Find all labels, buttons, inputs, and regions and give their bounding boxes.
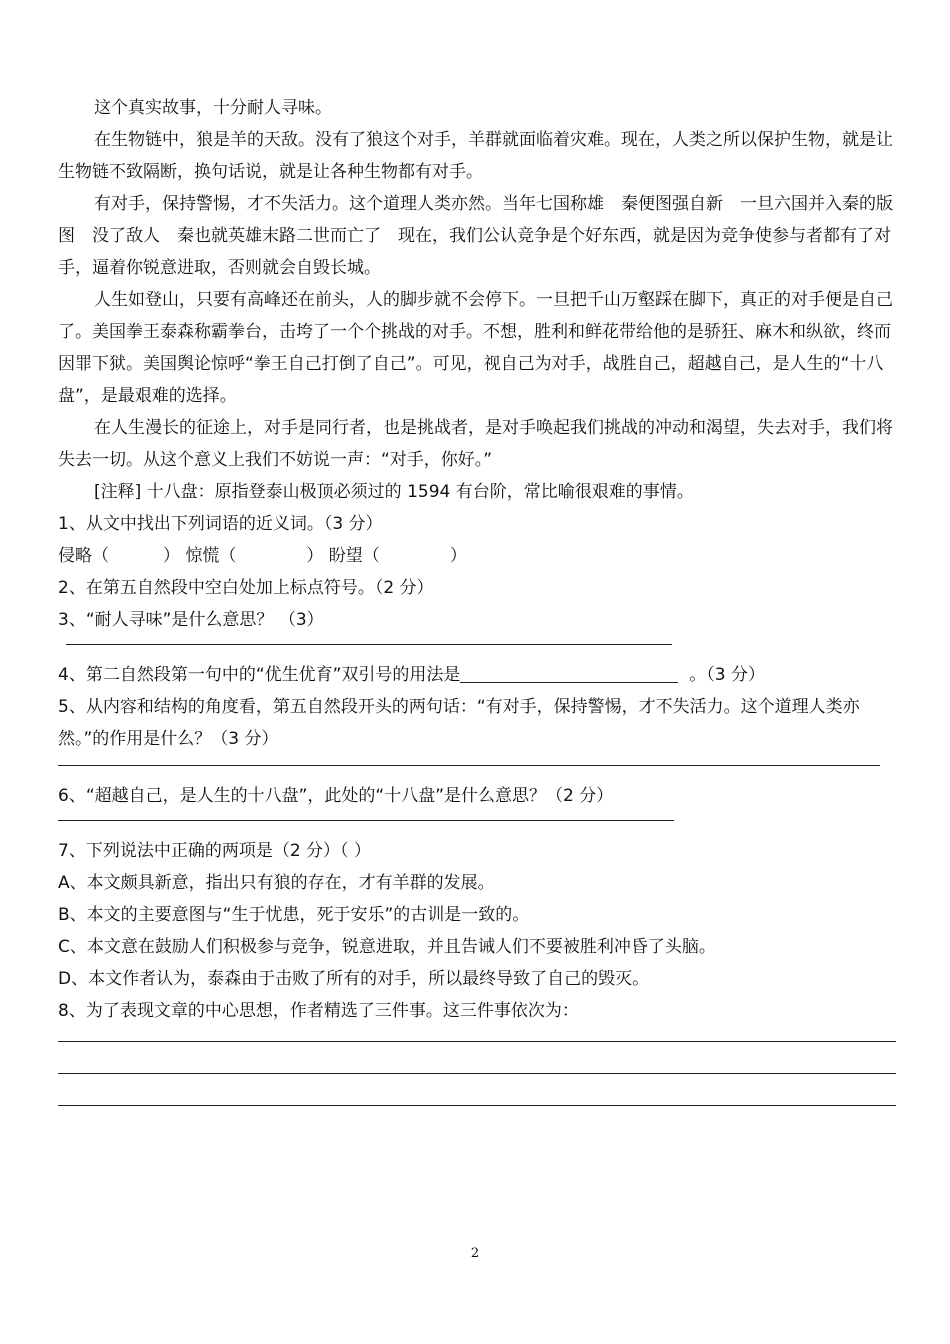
q1-close: ） <box>449 546 467 566</box>
q7-option-c[interactable]: C、本文意在鼓励人们积极参与竞争，锐意进取，并且告诫人们不要被胜利冲昏了头脑。 <box>58 937 716 957</box>
q8-answer-line-2[interactable] <box>58 1073 896 1074</box>
question-1: 1、从文中找出下列词语的近义词。（3 分） <box>58 514 383 534</box>
q6-answer-line[interactable] <box>58 820 674 821</box>
question-7: 7、下列说法中正确的两项是（2 分）（ ） <box>58 841 371 861</box>
passage-paragraph-5: 在人生漫长的征途上，对手是同行者，也是挑战者，是对手唤起我们挑战的冲动和渴望，失去对手，我们将失去一切。从这个意义上我们不妨说一声：“对手，你好。” <box>58 418 893 470</box>
q5-answer-line[interactable] <box>58 765 880 766</box>
q8-answer-line-1[interactable] <box>58 1041 896 1042</box>
q4-score: 。（3 分） <box>689 665 765 685</box>
question-4 <box>58 659 894 691</box>
passage-paragraph-2: 在生物链中，狼是羊的天敌。没有了狼这个对手，羊群就面临着灾难。现在，人类之所以保护生物，就是让生物链不致隔断，换句话说，就是让各种生物都有对手。 <box>58 130 893 182</box>
passage-paragraph-3: 有对手，保持警惕，才不失活力。这个道理人类亦然。当年七国称雄 秦便图强自新 一旦六国并入秦的版图 没了敌人 秦也就英雄末路二世而亡了 现在，我们公认竞争是个好东西，就是因为竞争使参与者都有了对手，逼着你锐意进取，否则就会自毁长城。 <box>58 194 893 278</box>
q1-word-2: ） 惊慌（ <box>163 546 237 566</box>
worksheet-page <box>58 92 894 1120</box>
q1-word-3: ） 盼望（ <box>306 546 380 566</box>
passage-paragraph-4: 人生如登山，只要有高峰还在前头，人的脚步就不会停下。一旦把千山万壑踩在脚下，真正的对手便是自己了。美国拳王泰森称霸拳台，击垮了一个个挑战的对手。不想，胜利和鲜花带给他的是骄狂、麻木和纵欲，终而因罪下狱。美国舆论惊呼“拳王自己打倒了自己”。可见，视自己为对手，战胜自己，超越自己，是人生的“十八盘”，是最艰难的选择。 <box>58 290 893 406</box>
page-number: 2 <box>470 1246 480 1261</box>
q1-word-1: 侵略（ <box>58 546 109 566</box>
question-1-words <box>58 540 894 572</box>
passage-paragraph-1: 这个真实故事，十分耐人寻味。 <box>94 98 332 118</box>
q7-option-b[interactable]: B、本文的主要意图与“生于忧患，死于安乐”的古训是一致的。 <box>58 905 530 925</box>
q7-option-d[interactable]: D、本文作者认为，泰森由于击败了所有的对手，所以最终导致了自己的毁灭。 <box>58 969 650 989</box>
question-3: 3、“耐人寻味”是什么意思？ （3） <box>58 610 324 630</box>
question-2: 2、在第五自然段中空白处加上标点符号。（2 分） <box>58 578 434 598</box>
q4-text: 4、第二自然段第一句中的“优生优育”双引号的用法是 <box>58 665 461 685</box>
question-8: 8、为了表现文章的中心思想，作者精选了三件事。这三件事依次为： <box>58 1001 579 1021</box>
q7-option-a[interactable]: A、本文颇具新意，指出只有狼的存在，才有羊群的发展。 <box>58 873 495 893</box>
question-6: 6、“超越自己，是人生的十八盘”，此处的“十八盘”是什么意思？（2 分） <box>58 786 614 806</box>
q3-answer-line[interactable] <box>66 644 672 645</box>
annotation-note: [注释] 十八盘：原指登泰山极顶必须过的 1594 有台阶，常比喻很艰难的事情。 <box>94 482 694 502</box>
q4-answer-blank[interactable] <box>460 662 678 683</box>
q8-answer-line-3[interactable] <box>58 1105 896 1106</box>
question-5: 5、从内容和结构的角度看，第五自然段开头的两句话：“有对手，保持警惕，才不失活力。这个道理人类亦然。”的作用是什么？（3 分） <box>58 697 860 749</box>
